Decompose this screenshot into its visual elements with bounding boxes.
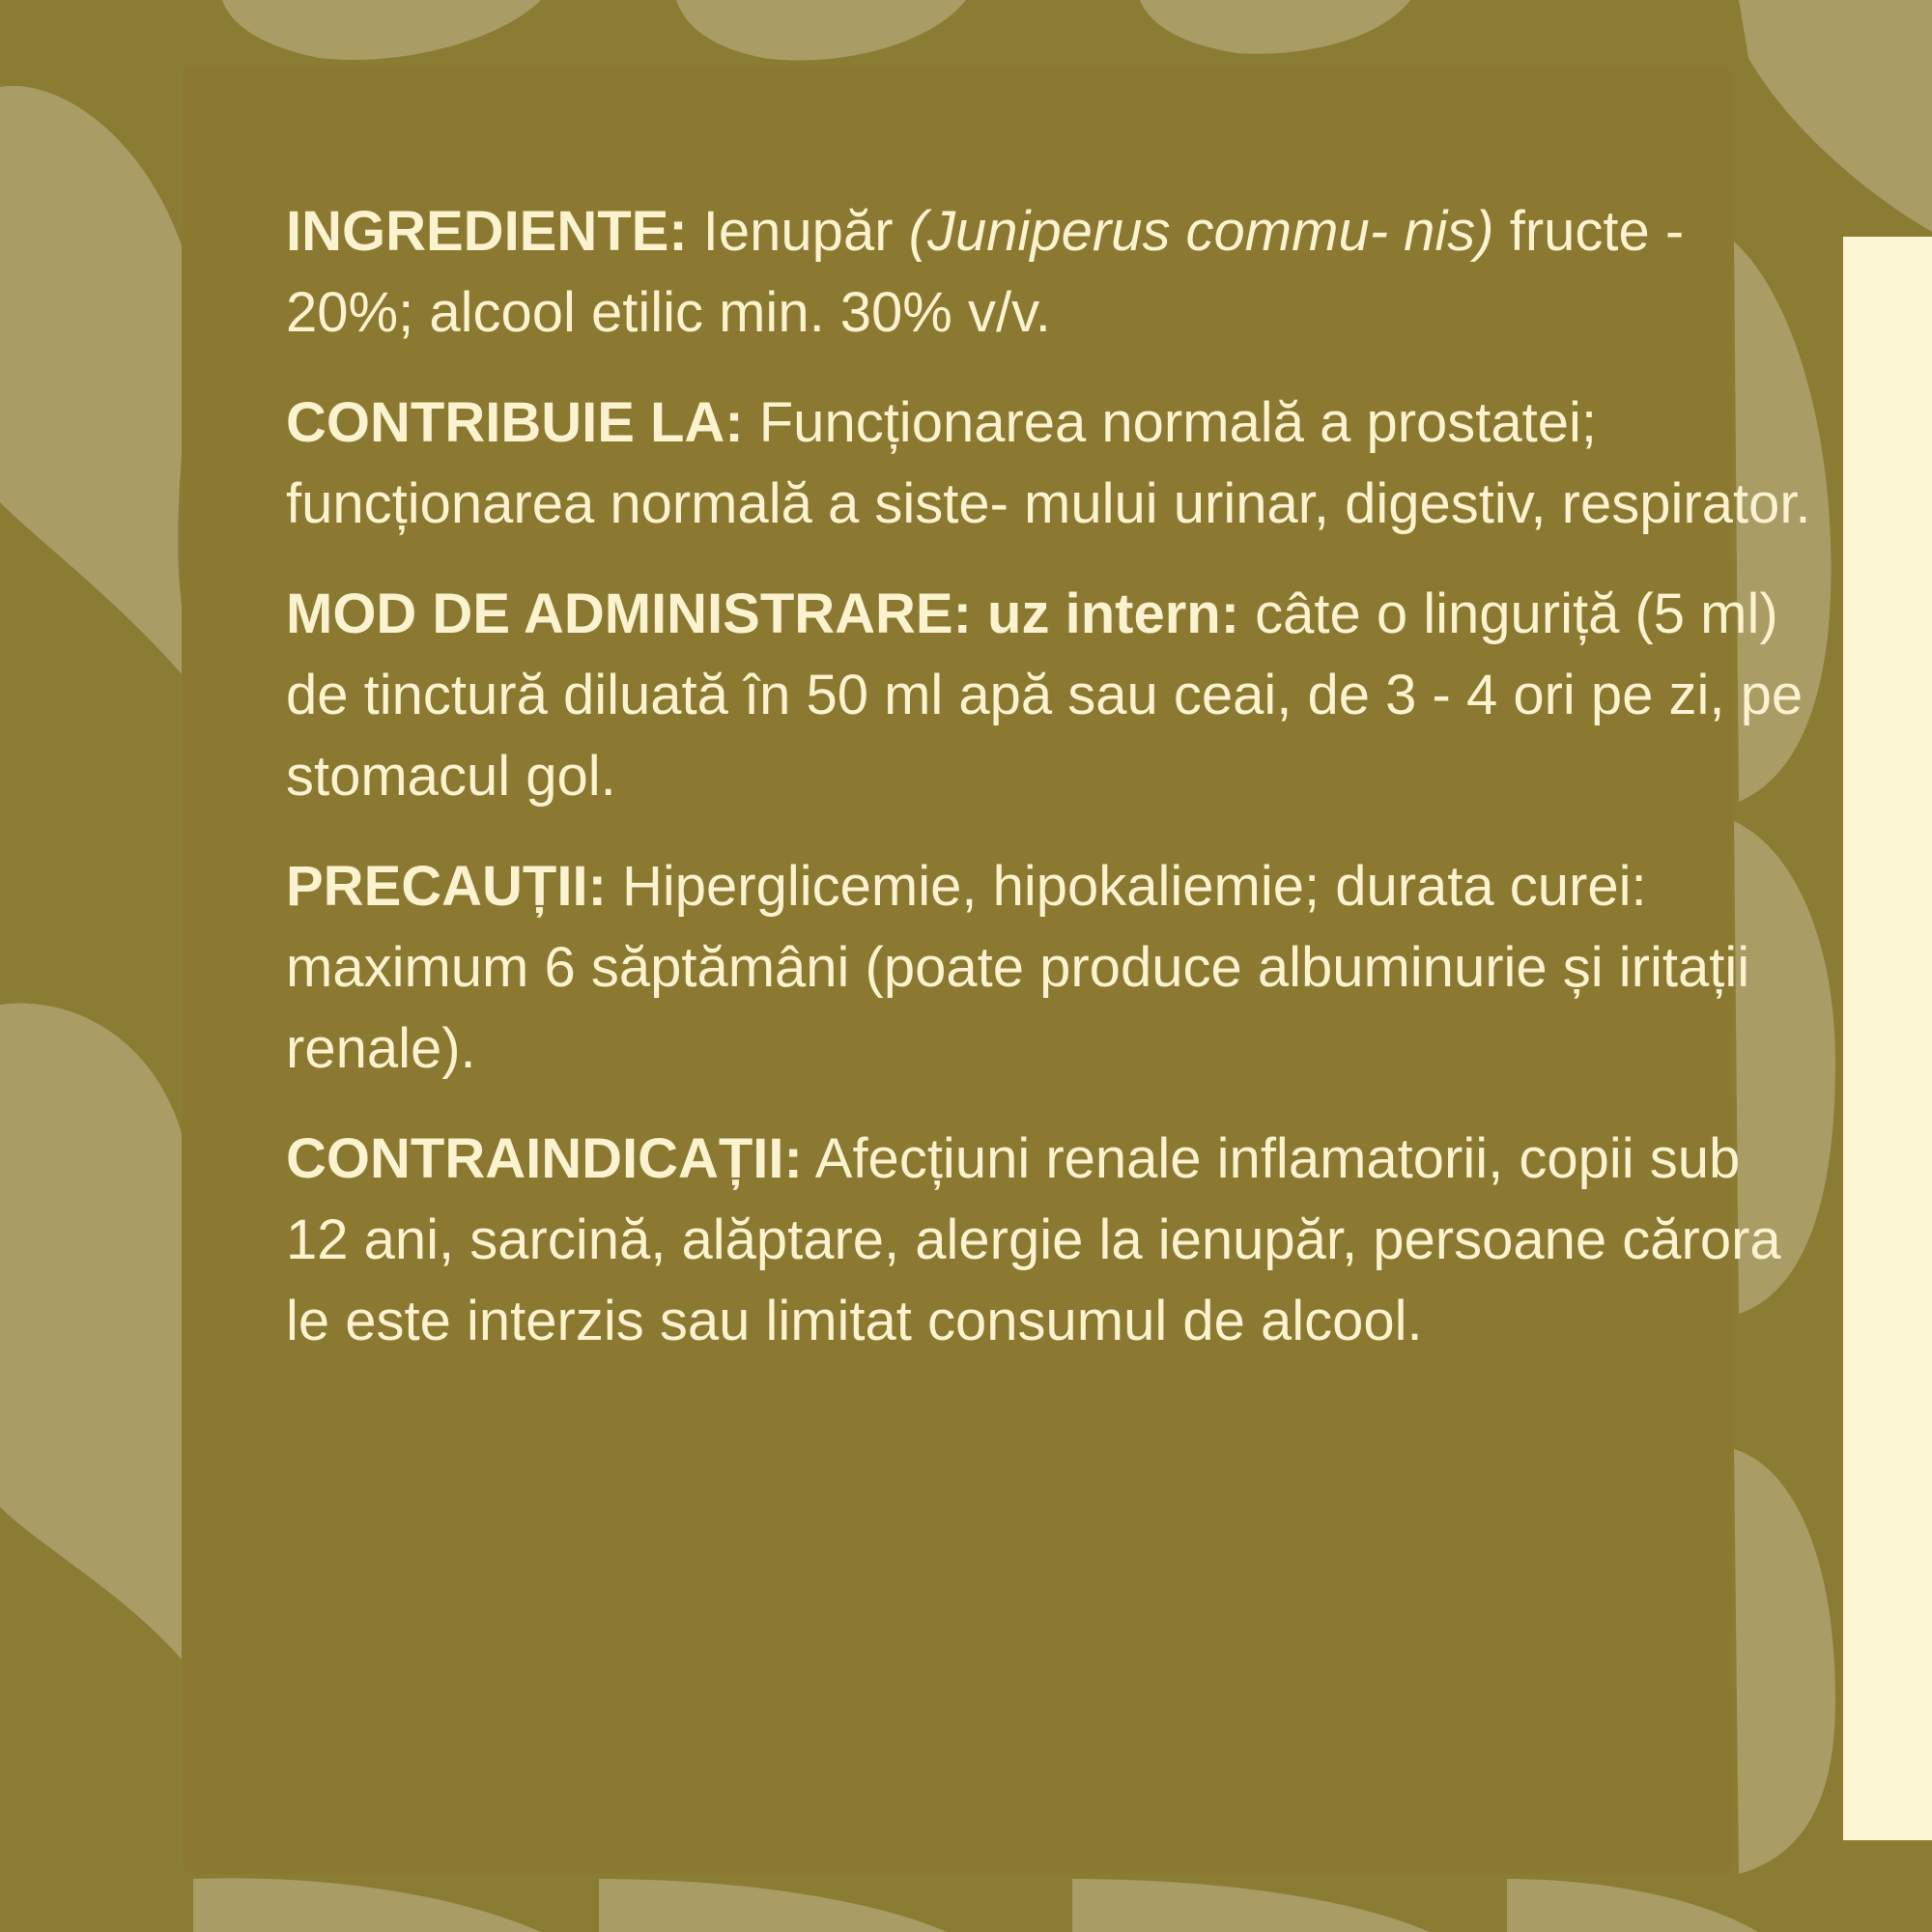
leaf-shape [1140, 0, 1410, 54]
leaf-shape [222, 0, 541, 60]
contraindications-text: Afecțiuni renale inflamatorii, copii sub 12 ani, sarcină, alăptare, alergie la ienupăr, persoane cărora le este interzis sau limitat consumul de alcool. [286, 1127, 1781, 1352]
administration-text: câte o linguriță (5 ml) de tinctură diluată în 50 ml apă sau ceai, de 3 - 4 ori pe zi, pe stomacul gol. [286, 582, 1804, 808]
cream-side-strip [1843, 237, 1932, 1840]
leaf-shape [676, 0, 966, 61]
benefits-section [286, 383, 1812, 545]
administration-heading: MOD DE ADMINISTRARE: uz intern: [286, 582, 1240, 645]
leaf-shape [599, 1879, 947, 1932]
leaf-shape [1734, 1449, 1835, 1874]
leaf-shape [193, 1878, 541, 1932]
benefits-text: Funcționarea normală a prostatei; funcționarea normală a siste- mului urinar, digestiv, respirator. [286, 391, 1811, 535]
leaf-shape [1507, 1879, 1758, 1932]
precautions-text: Hiperglicemie, hipokaliemie; durata curei: maximum 6 săptămâni (poate produce albuminurie și iritații renale). [286, 855, 1750, 1080]
ingredients-text-start: Ienupăr [687, 200, 909, 263]
product-label-panel [182, 66, 1811, 1874]
ingredients-heading: INGREDIENTE: [286, 200, 688, 263]
contraindications-section [286, 1119, 1812, 1362]
ingredients-latin-name: (Juniperus commu- nis) [908, 200, 1494, 263]
precautions-section [286, 846, 1812, 1090]
administration-section [286, 574, 1812, 817]
precautions-heading: PRECAUȚII: [286, 855, 607, 918]
ingredients-text-end: fructe - 20%; alcool etilic min. 30% v/v. [286, 200, 1685, 344]
leaf-shape [0, 86, 189, 676]
ingredients-section [286, 191, 1812, 354]
leaf-shape [0, 1004, 184, 1662]
contraindications-heading: CONTRAINDICAȚII: [286, 1127, 803, 1190]
leaf-shape [1072, 1879, 1430, 1932]
benefits-heading: CONTRIBUIE LA: [286, 391, 744, 454]
